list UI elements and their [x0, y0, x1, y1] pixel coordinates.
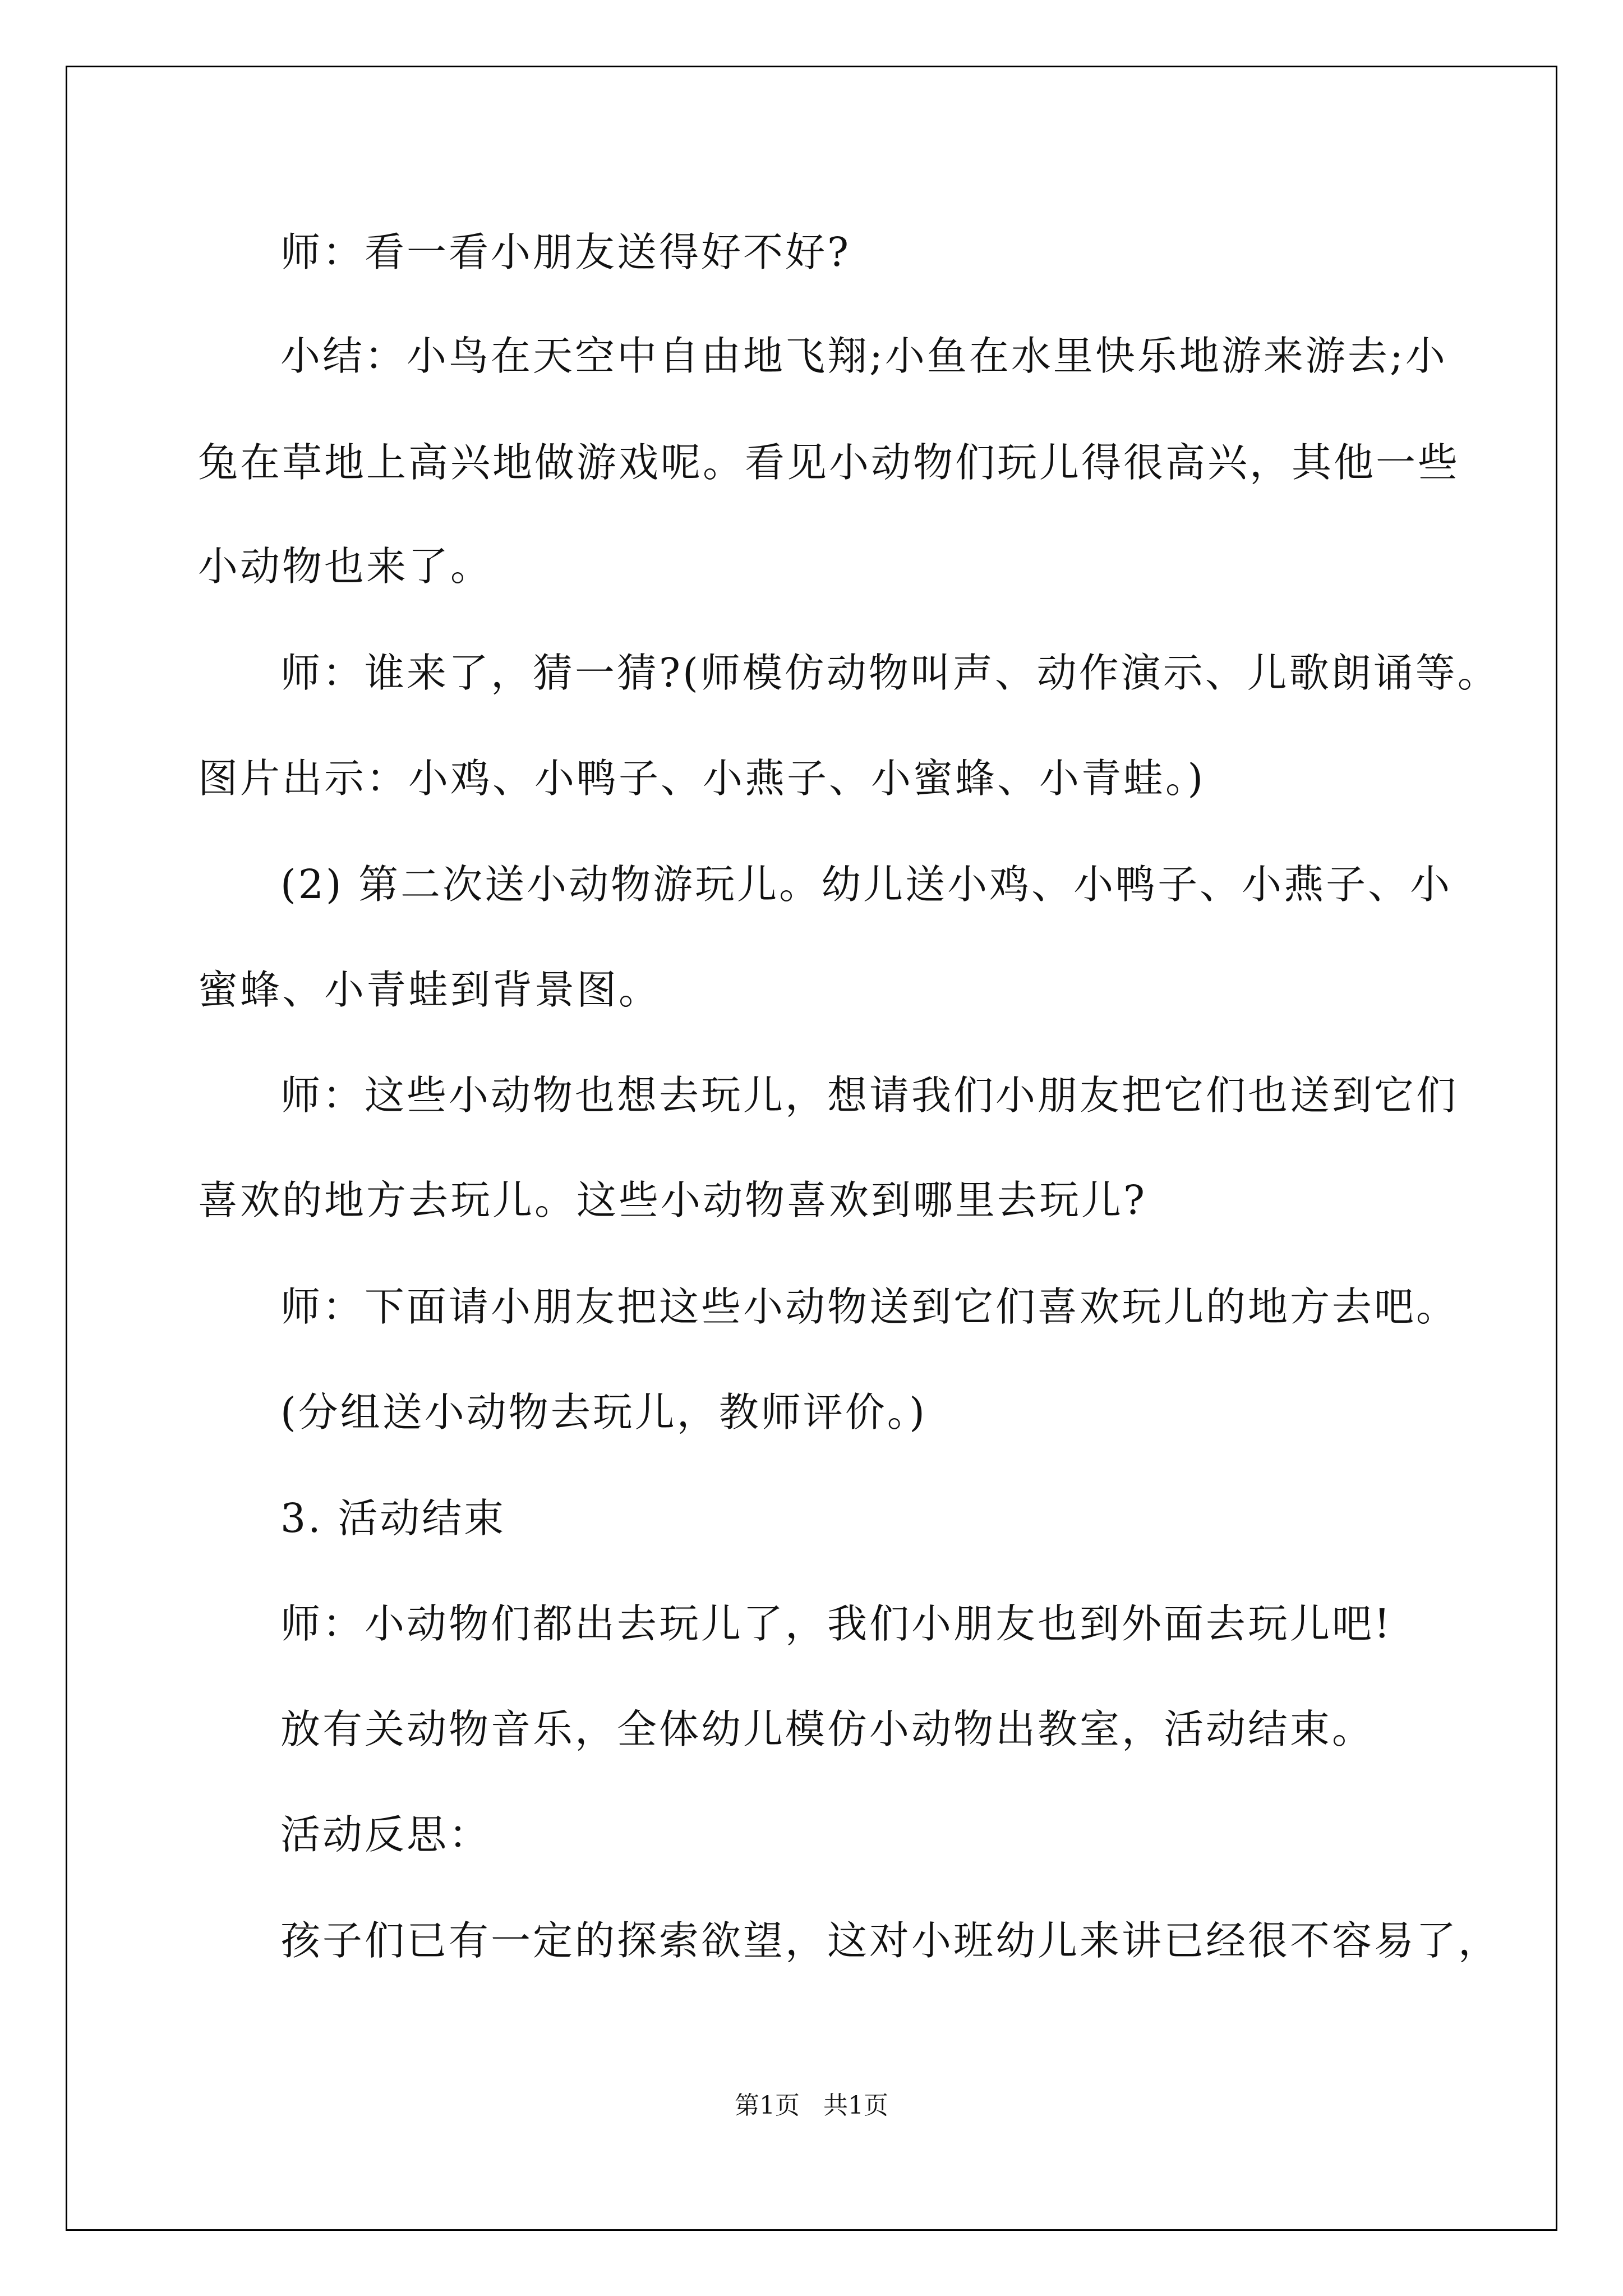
- text-line-14: 师：小动物们都出去玩儿了，我们小朋友也到外面去玩儿吧!: [280, 1600, 1393, 1647]
- text-line-15: 放有关动物音乐，全体幼儿模仿小动物出教室，活动结束。: [280, 1706, 1375, 1752]
- text-line-13: 3. 活动结束: [280, 1495, 506, 1542]
- text-line-12: (分组送小动物去玩儿，教师评价。): [280, 1389, 927, 1435]
- text-line-16: 活动反思：: [280, 1811, 491, 1858]
- page-footer: 第1页 共1页: [735, 2091, 888, 2120]
- text-line-7: (2) 第二次送小动物游玩儿。幼儿送小鸡、小鸭子、小燕子、小: [280, 861, 1453, 908]
- page-border: [66, 66, 1557, 2231]
- text-line-8: 蜜蜂、小青蛙到背景图。: [198, 967, 661, 1013]
- text-line-1: 师：看一看小朋友送得好不好?: [280, 229, 851, 275]
- text-line-6: 图片出示：小鸡、小鸭子、小燕子、小蜜蜂、小青蛙。): [198, 755, 1206, 802]
- text-line-9: 师：这些小动物也想去玩儿，想请我们小朋友把它们也送到它们: [280, 1072, 1459, 1119]
- text-line-4: 小动物也来了。: [198, 543, 493, 590]
- text-line-5: 师：谁来了，猜一猜?(师模仿动物叫声、动作演示、儿歌朗诵等。: [280, 650, 1500, 696]
- text-line-11: 师：下面请小朋友把这些小动物送到它们喜欢玩儿的地方去吧。: [280, 1283, 1459, 1330]
- text-line-3: 兔在草地上高兴地做游戏呢。看见小动物们玩儿得很高兴，其他一些: [198, 439, 1460, 486]
- text-line-2: 小结：小鸟在天空中自由地飞翔;小鱼在水里快乐地游来游去;小: [280, 333, 1447, 379]
- text-line-17: 孩子们已有一定的探索欲望，这对小班幼儿来讲已经很不容易了，: [280, 1917, 1501, 1964]
- text-line-10: 喜欢的地方去玩儿。这些小动物喜欢到哪里去玩儿?: [198, 1177, 1147, 1223]
